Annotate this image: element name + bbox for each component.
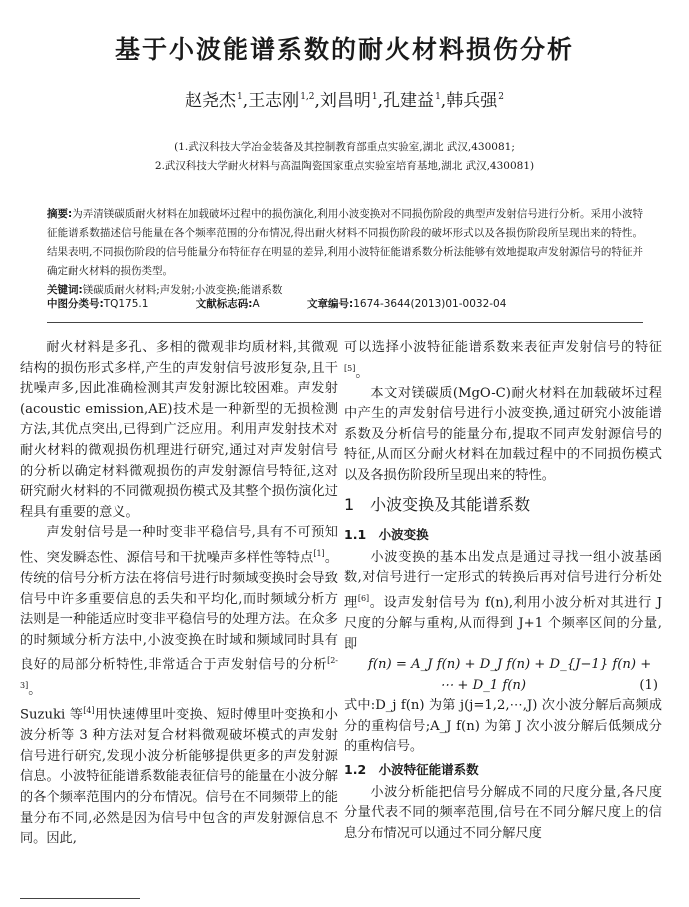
classification-line (47, 296, 550, 311)
paragraph-text: 可以选择小波特征能谱系数来表征声发射信号的特征 (344, 340, 662, 355)
paragraph-text: Suzuki 等 (20, 707, 84, 723)
abstract-label: 摘要: (47, 208, 73, 220)
author-affil-sup: 1 (371, 92, 378, 103)
keywords-text: 镁碳质耐火材料;声发射;小波变换;能谱系数 (82, 284, 283, 296)
paragraph-text: 小波变换的基本出发点是通过寻找一组小波基函数,对信号进行一定形式的转换后再对信号进行分析处理 (344, 549, 662, 611)
paragraph-text: 。 (28, 682, 42, 698)
author-separator: , (242, 91, 249, 111)
equation-text: ⋯ + D_1 f(n) (440, 677, 527, 693)
author-separator: , (314, 91, 320, 111)
clc-label: 中图分类号: (47, 298, 104, 310)
author-name: 王志刚 (248, 91, 300, 111)
author-name: 赵尧杰 (185, 91, 237, 111)
equation-line: f(n) = A_J f(n) + D_J f(n) + D_{J−1} f(n) + (368, 657, 652, 673)
author-affil-sup: 1 (237, 92, 243, 103)
abstract-block (47, 205, 643, 300)
article-no-label: 文章编号: (307, 298, 354, 310)
paragraph-text: 声发射信号是一种时变非平稳信号,具有不可预知性、突发瞬态性、源信号和干扰噪声多样性等特点 (20, 525, 338, 566)
author-name: 孔建益 (383, 91, 435, 111)
paragraph: 本文对镁碳质(MgO-C)耐火材料在加载破坏过程中产生的声发射信号进行小波变换,通过研究小波能谱系数及分析信号的能量分布,提取不同声发射源信号的特征,从而区分耐火材料在加载过程中的不同损伤模式以及各损伤阶段所呈现出来的特性。 (344, 385, 662, 483)
article-no-value: 1674-3644(2013)01-0032-04 (353, 298, 507, 310)
paragraph-text: 。设声发射信号为 f(n),利用小波分析对其进行 J 尺度的分解与重构,从而得到 J+1 个频率区间的分量,即 (344, 595, 663, 652)
right-column (344, 338, 662, 844)
paragraph (344, 548, 662, 655)
left-column (20, 338, 338, 850)
section-heading: 1 小波变换及其能谱系数 (344, 494, 531, 514)
citation: [6] (357, 593, 370, 603)
abstract-text: 为弄清镁碳质耐火材料在加载破坏过程中的损伤演化,利用小波变换对不同损伤阶段的典型声发射信号进行分析。采用小波特征能谱系数描述信号能量在各个频率范围的分布情况,得出耐火材料不同损伤阶段的破坏形式以及各损伤阶段所呈现出来的特性。结果表明,不同损伤阶段的信号能量分布特征存在明显的差异,利用小波特征能谱系数分析法能够有效地提取声发射源信号的特征并确定耐火材料的损伤类型。 (47, 208, 643, 277)
paragraph: 小波分析能把信号分解成不同的尺度分量,各尺度分量代表不同的频率范围,信号在不同分解尺度上的信息分布情况可以通过不同分解尺度 (344, 784, 662, 841)
paper-title: 基于小波能谱系数的耐火材料损伤分析 (114, 35, 574, 64)
keywords-label: 关键词: (47, 284, 83, 296)
header-divider (47, 322, 643, 323)
author-affil-sup: 2 (498, 92, 504, 103)
author-separator: , (377, 91, 384, 111)
author-name: 韩兵强 (446, 91, 498, 111)
paragraph-text: 用快速傅里叶变换、短时傅里叶变换和小波分析等 3 种方法对复合材料微观破坏模式的声发射信号进行研究,发现小波分析能够提供更多的声发射源信息。小波特征能谱系数能表征信号的能量在小波分解的各个频率范围内的分布情况。信号在不同频带上的能量分布不同,必然是因为信号中包含的声发射源信息不同。因此, (20, 707, 338, 847)
paragraph (344, 338, 662, 384)
citation: [4] (83, 706, 95, 716)
author-list (0, 86, 689, 111)
doc-code-value: A (252, 298, 260, 310)
paragraph (20, 523, 338, 701)
author-affil-sup: 1,2 (300, 92, 315, 103)
paragraph: 式中:D_j f(n) 为第 j(j=1,2,⋯,J) 次小波分解后高频成分的重构信号;A_J f(n) 为第 J 次小波分解后低频成分的重构信号。 (344, 698, 662, 755)
equation-number: (1) (639, 677, 658, 693)
paragraph-text: 。传统的信号分析方法在将信号进行时频域变换时会导致信号中许多重要信息的丢失和平均化,而时频域分析方法则是一种能适应时变非平稳信号的处理方法。在众多的时频域分析方法中,小波变换在时域和频域同时具有良好的局部分析特性,非常适合于声发射信号的分析 (20, 550, 339, 673)
citation: [2-3] (20, 656, 338, 691)
footnote-divider (20, 898, 140, 899)
affiliation-1: (1.武汉科技大学冶金装备及其控制教育部重点实验室,湖北 武汉,430081; (174, 141, 515, 153)
author-separator: , (440, 91, 447, 111)
affiliation-2: 2.武汉科技大学耐火材料与高温陶瓷国家重点实验室培育基地,湖北 武汉,430081) (154, 160, 535, 172)
paragraph (20, 701, 338, 850)
clc-value: TQ175.1 (103, 298, 149, 310)
citation: [1] (313, 548, 325, 558)
paragraph-text: 。 (355, 364, 369, 380)
equation-line (344, 676, 662, 697)
author-affil-sup: 1 (435, 92, 441, 103)
subsection-heading: 1.2 小波特征能谱系数 (344, 762, 479, 778)
paragraph: 耐火材料是多孔、多相的微观非均质材料,其微观结构的损伤形式多样,产生的声发射信号波形复杂,且干扰噪声多,因此准确检测其声发射源比较困难。声发射(acoustic emission,AE)技术是一种新型的无损检测方法,其优点突出,已得到广泛应用。利用声发射技术对耐火材料的微观损伤机理进行研究,通过对声发射信号的分析以确定材料微观损伤的声发射源信号特征,这对研究耐火材料的不同微观损伤模式及其整个损伤演化过程具有重要的意义。 (20, 340, 338, 520)
subsection-heading: 1.1 小波变换 (344, 527, 429, 543)
doc-code-label: 文献标志码: (195, 298, 253, 310)
author-name: 刘昌明 (319, 91, 371, 111)
citation: [5] (344, 363, 356, 373)
